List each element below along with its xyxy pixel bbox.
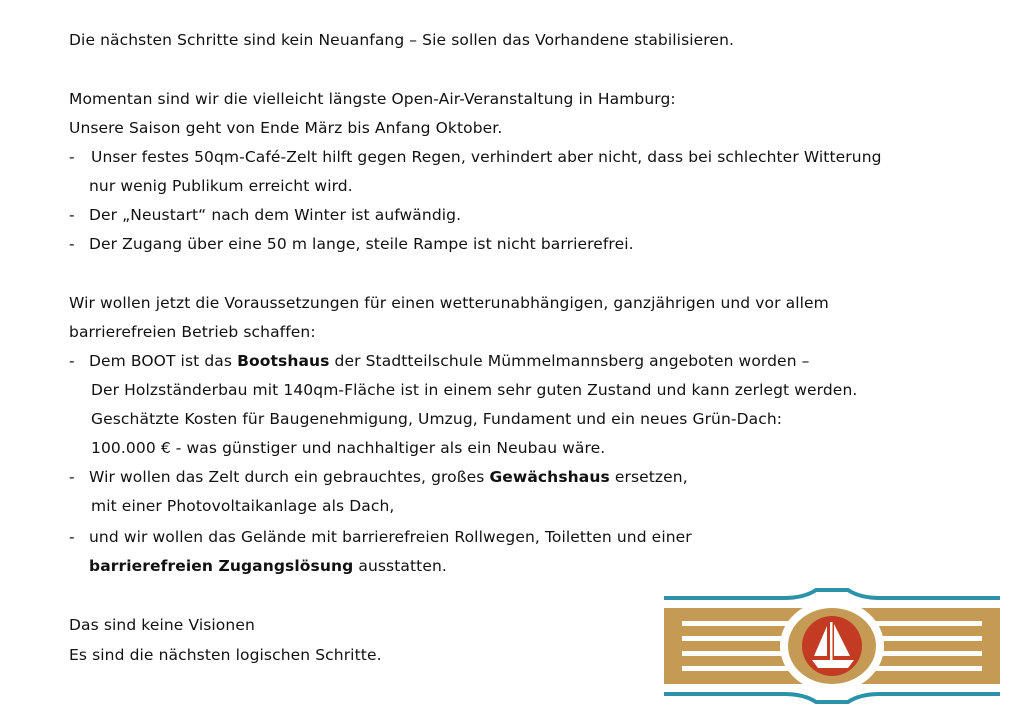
status-line-2: Unsere Saison geht von Ende März bis Anfang Oktober. bbox=[69, 119, 503, 137]
bullet-text bbox=[89, 351, 810, 371]
bullet-text-part: Dem BOOT ist das bbox=[89, 352, 238, 370]
bold-gewaechshaus: Gewächshaus bbox=[489, 468, 610, 486]
bullet-dash: - bbox=[69, 148, 75, 166]
bullet-text: Der Holzständerbau mit 140qm-Fläche ist in einem sehr guten Zustand und kann zerlegt werden. bbox=[91, 381, 858, 399]
bullet-text-part: Wir wollen das Zelt durch ein gebrauchtes, großes bbox=[89, 468, 490, 486]
closing-line-1: Das sind keine Visionen bbox=[69, 616, 255, 634]
plan-line-2: barrierefreien Betrieb schaffen: bbox=[69, 323, 316, 341]
bold-bootshaus: Bootshaus bbox=[237, 352, 330, 370]
bullet-text: Der Zugang über eine 50 m lange, steile Rampe ist nicht barrierefrei. bbox=[89, 235, 634, 253]
bullet-text: Geschätzte Kosten für Baugenehmigung, Umzug, Fundament und ein neues Grün-Dach: bbox=[91, 410, 783, 428]
bullet-text bbox=[89, 467, 688, 487]
status-line-1: Momentan sind wir die vielleicht längste Open-Air-Veranstaltung in Hamburg: bbox=[69, 90, 676, 108]
bullet-text: nur wenig Publikum erreicht wird. bbox=[89, 177, 353, 195]
plan-line-1: Wir wollen jetzt die Voraussetzungen für einen wetterunabhängigen, ganzjährigen und vor allem bbox=[69, 294, 829, 312]
bullet-text-part: ausstatten. bbox=[353, 557, 447, 575]
closing-line-2: Es sind die nächsten logischen Schritte. bbox=[69, 646, 382, 664]
bullet-text: mit einer Photovoltaikanlage als Dach, bbox=[91, 497, 395, 515]
bullet-dash: - bbox=[69, 528, 75, 546]
bold-zugangsloesung: barrierefreien Zugangslösung bbox=[89, 557, 354, 575]
bullet-text: und wir wollen das Gelände mit barrierefreien Rollwegen, Toiletten und einer bbox=[89, 528, 692, 546]
bullet-text: Unser festes 50qm-Café-Zelt hilft gegen Regen, verhindert aber nicht, dass bei schlechter Witterung bbox=[91, 148, 882, 166]
boot-logo bbox=[664, 586, 1000, 704]
bullet-text-part: ersetzen, bbox=[609, 468, 688, 486]
bullet-text: Der „Neustart“ nach dem Winter ist aufwändig. bbox=[89, 206, 462, 224]
bullet-dash: - bbox=[69, 235, 75, 253]
bullet-dash: - bbox=[69, 352, 75, 370]
bullet-dash: - bbox=[69, 468, 75, 486]
bullet-text: 100.000 € - was günstiger und nachhaltiger als ein Neubau wäre. bbox=[91, 439, 606, 457]
bullet-text bbox=[89, 556, 447, 576]
bullet-dash: - bbox=[69, 206, 75, 224]
intro-text: Die nächsten Schritte sind kein Neuanfang – Sie sollen das Vorhandene stabilisieren. bbox=[69, 31, 735, 49]
bullet-text-part: der Stadtteilschule Mümmelmannsberg angeboten worden – bbox=[329, 352, 810, 370]
